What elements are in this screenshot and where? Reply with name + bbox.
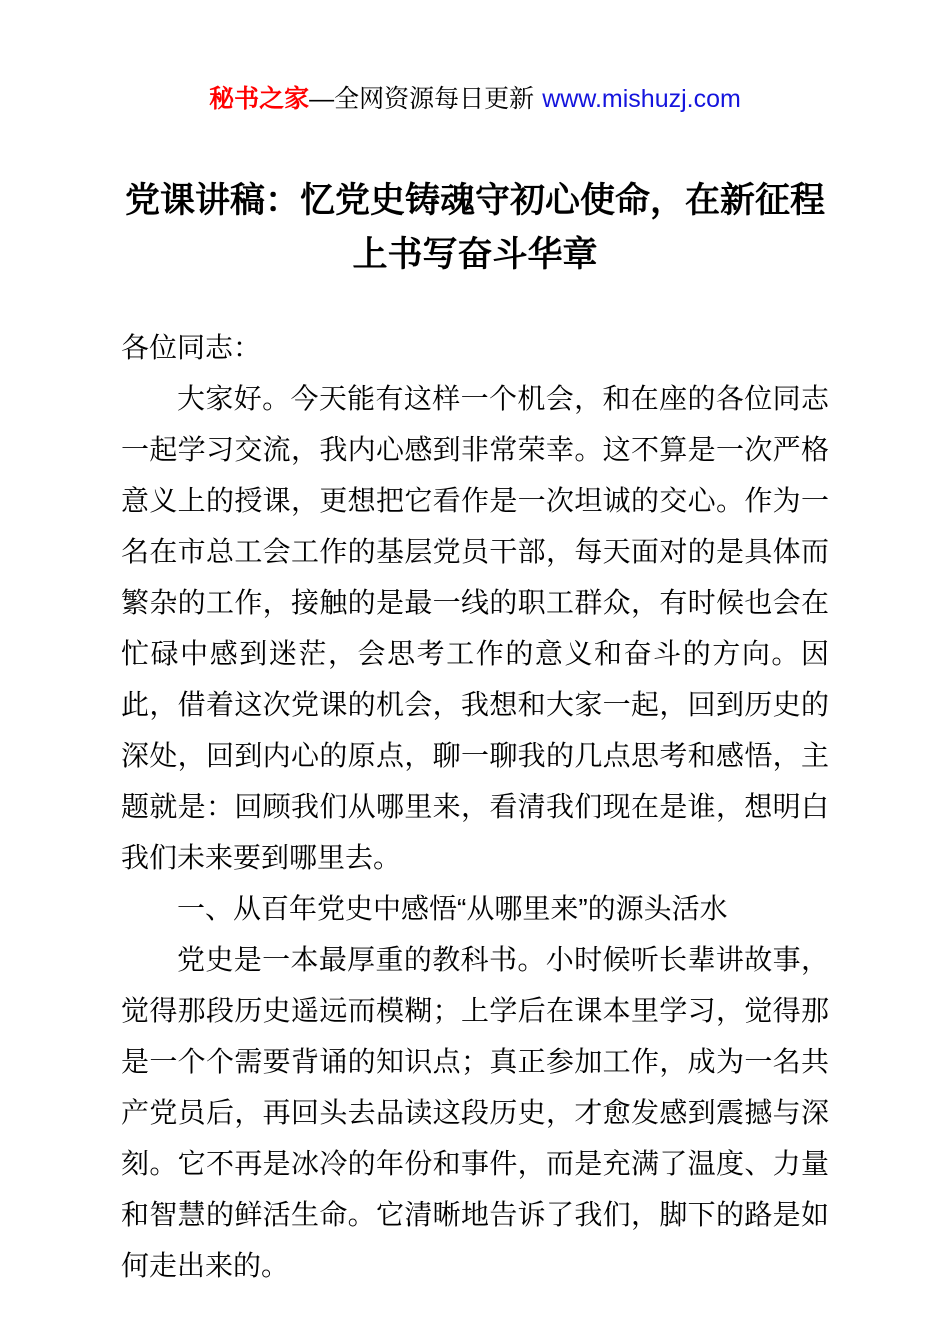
salutation: 各位同志： <box>121 332 262 363</box>
brand-text: 秘书之家 <box>209 85 310 113</box>
tagline-text: —全网资源每日更新 <box>309 85 535 113</box>
site-banner <box>121 0 829 114</box>
document-title: 党课讲稿：忆党史铸魂守初心使命，在新征程上书写奋斗华章 <box>124 181 825 274</box>
paragraph-party-history: 党史是一本最厚重的教科书。小时候听长辈讲故事，觉得那段历史遥远而模糊；上学后在课本里学习，觉得那是一个个需要背诵的知识点；真正参加工作，成为一名共产党员后，再回头去品读这段历史，才愈发感到震撼与深刻。它不再是冰冷的年份和事件，而是充满了温度、力量和智慧的鲜活生命。它清晰地告诉了我们，脚下的路是如何走出来的。 <box>121 944 829 1281</box>
section-heading: 一、从百年党史中感悟“从哪里来”的源头活水 <box>177 893 728 924</box>
paragraph-intro: 大家好。今天能有这样一个机会，和在座的各位同志一起学习交流，我内心感到非常荣幸。这不算是一次严格意义上的授课，更想把它看作是一次坦诚的交心。作为一名在市总工会工作的基层党员干部，每天面对的是具体而繁杂的工作，接触的是最一线的职工群众，有时候也会在忙碌中感到迷茫，会思考工作的意义和奋斗的方向。因此，借着这次党课的机会，我想和大家一起，回到历史的深处，回到内心的原点，聊一聊我的几点思考和感悟，主题就是：回顾我们从哪里来，看清我们现在是谁，想明白我们未来要到哪里去。 <box>121 383 829 873</box>
site-url-link[interactable]: www.mishuzj.com <box>542 85 741 113</box>
document-body <box>121 322 829 1291</box>
